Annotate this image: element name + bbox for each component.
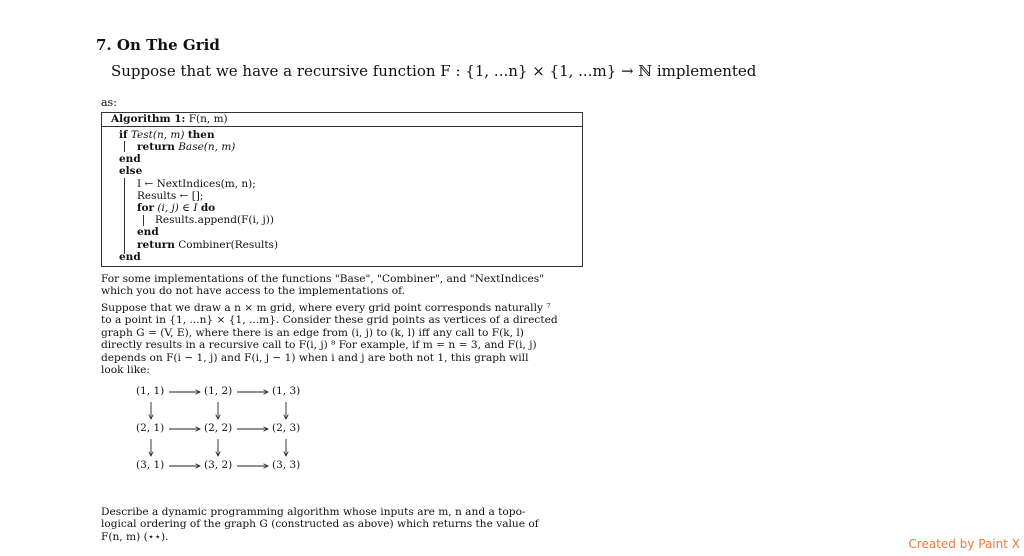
paragraph-line: Suppose that we draw a n × m grid, where every grid point corresponds naturally ⁷	[101, 302, 551, 314]
intro-sentence: Suppose that we have a recursive function F : {1, ...n} × {1, ...m} → ℕ implemented	[111, 62, 757, 80]
paragraph-line: which you do not have access to the implementations of.	[101, 285, 406, 298]
as-label: as:	[101, 96, 117, 109]
then-keyword: then	[187, 129, 215, 141]
grid-node: (2, 3)	[272, 422, 301, 434]
question-heading: 7. On The Grid	[96, 36, 220, 54]
algorithm-signature: F(n, m)	[185, 113, 228, 125]
paragraph-line: directly results in a recursive call to F(i, j) ⁸ For example, if m = n = 3, and F(i, j)	[101, 339, 537, 352]
grid-node: (1, 1)	[136, 385, 165, 397]
do-keyword: do	[200, 202, 216, 214]
watermark-text: Created by Paint X	[908, 537, 1020, 551]
grid-node: (3, 3)	[272, 459, 301, 471]
if-condition: Test(n, m)	[130, 129, 185, 141]
for-condition: (i, j) ∈ I	[157, 202, 198, 214]
algo-line-end-else: end	[119, 251, 141, 263]
algo-line-else: else	[119, 165, 143, 177]
paragraph-line: look like:	[101, 364, 150, 377]
paragraph-task	[101, 506, 556, 543]
paragraph-line: For some implementations of the functions "Base", "Combiner", and "NextIndices"	[101, 273, 545, 285]
paragraph-line: depends on F(i − 1, j) and F(i, j − 1) when i and j are both not 1, this graph will	[101, 351, 529, 364]
algo-line-append: Results.append(F(i, j))	[155, 214, 274, 226]
paragraph-line: Describe a dynamic programming algorithm whose inputs are m, n and a topo-	[101, 506, 526, 518]
paragraph-line: F(n, m) (⋆⋆).	[101, 530, 169, 543]
paragraph-line: graph G = (V, E), where there is an edge from (i, j) to (k, l) iff any call to F(k, l)	[101, 326, 524, 339]
return-base-expr: Base(n, m)	[178, 141, 236, 153]
algo-line-end-for: end	[137, 226, 159, 238]
grid-node: (1, 3)	[272, 385, 301, 397]
paragraph-line: to a point in {1, ...n} × {1, ...m}. Consider these grid points as vertices of a directed	[101, 314, 558, 327]
if-keyword: if	[119, 129, 128, 141]
return-keyword-2: return	[137, 239, 175, 251]
grid-node: (3, 1)	[136, 459, 165, 471]
algo-line-results-init: Results ← [];	[137, 190, 204, 202]
algorithm-title: Algorithm 1:	[111, 113, 186, 125]
grid-node: (2, 2)	[204, 422, 233, 434]
grid-node: (1, 2)	[204, 385, 233, 397]
return-combiner-expr: Combiner(Results)	[178, 239, 279, 251]
return-keyword: return	[137, 141, 175, 153]
grid-node: (2, 1)	[136, 422, 165, 434]
paragraph-line: logical ordering of the graph G (constructed as above) which returns the value of	[101, 518, 539, 531]
algo-line-next-indices: I ← NextIndices(m, n);	[137, 178, 256, 190]
for-keyword: for	[137, 202, 155, 214]
algo-line-end-if: end	[119, 153, 141, 165]
grid-node: (3, 2)	[204, 459, 233, 471]
